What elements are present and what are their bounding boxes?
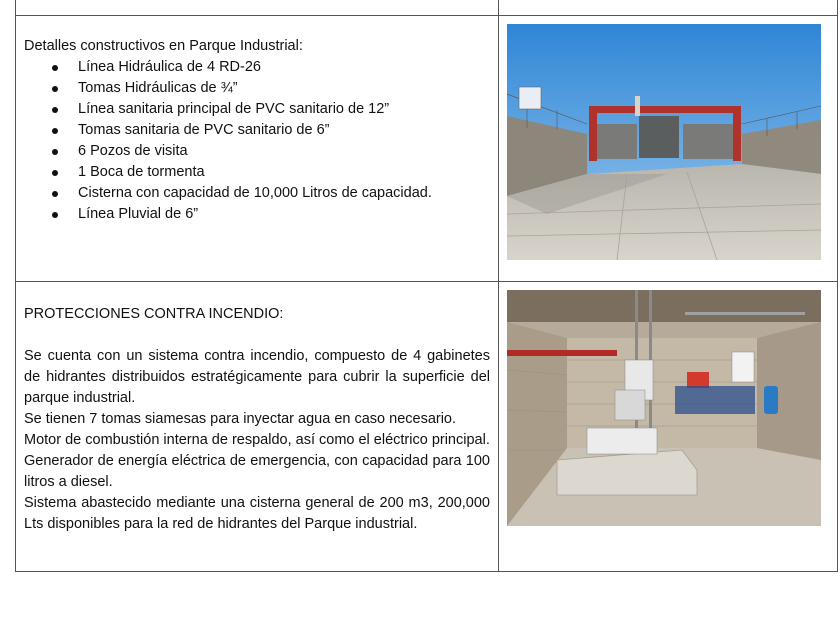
list-item: Línea Hidráulica de 4 RD-26 xyxy=(48,57,490,78)
paragraph: Se cuenta con un sistema contra incendio, compuesto de 4 gabinetes de hidrantes distribuidos estratégicamente para cubrir la superficie del parque industrial. xyxy=(24,348,490,407)
paragraph: Se tienen 7 tomas siamesas para inyectar agua en caso necesario. xyxy=(24,411,457,428)
fire-protection-cell xyxy=(16,282,499,572)
list-item: Línea Pluvial de 6” xyxy=(48,204,490,225)
paragraph: Generador de energía eléctrica de emergencia, con capacidad para 100 litros a diesel. xyxy=(24,453,490,491)
industrial-park-entrance-photo xyxy=(507,24,821,260)
construction-list xyxy=(24,57,490,225)
table-row xyxy=(16,0,838,16)
table-row xyxy=(16,16,838,282)
section-title: PROTECCIONES CONTRA INCENDIO: xyxy=(24,306,284,323)
list-item: Tomas sanitaria de PVC sanitario de 6” xyxy=(48,120,490,141)
photo-cell xyxy=(499,282,838,572)
empty-cell xyxy=(16,0,499,16)
list-item: Tomas Hidráulicas de ¾” xyxy=(48,78,490,99)
section-title: Detalles constructivos en Parque Industrial: xyxy=(24,38,303,55)
photo-cell xyxy=(499,16,838,282)
paragraph: Motor de combustión interna de respaldo, así como el eléctrico principal. xyxy=(24,432,490,449)
list-item: 6 Pozos de visita xyxy=(48,141,490,162)
paragraph: Sistema abastecido mediante una cisterna general de 200 m3, 200,000 Lts disponibles para la red de hidrantes del Parque industrial. xyxy=(24,495,490,533)
table-row xyxy=(16,282,838,572)
empty-cell xyxy=(499,0,838,16)
construction-details-cell xyxy=(16,16,499,282)
document-table xyxy=(15,0,838,572)
list-item: Cisterna con capacidad de 10,000 Litros de capacidad. xyxy=(48,183,490,204)
pump-room-photo xyxy=(507,290,821,526)
list-item: Línea sanitaria principal de PVC sanitario de 12” xyxy=(48,99,490,120)
list-item: 1 Boca de tormenta xyxy=(48,162,490,183)
